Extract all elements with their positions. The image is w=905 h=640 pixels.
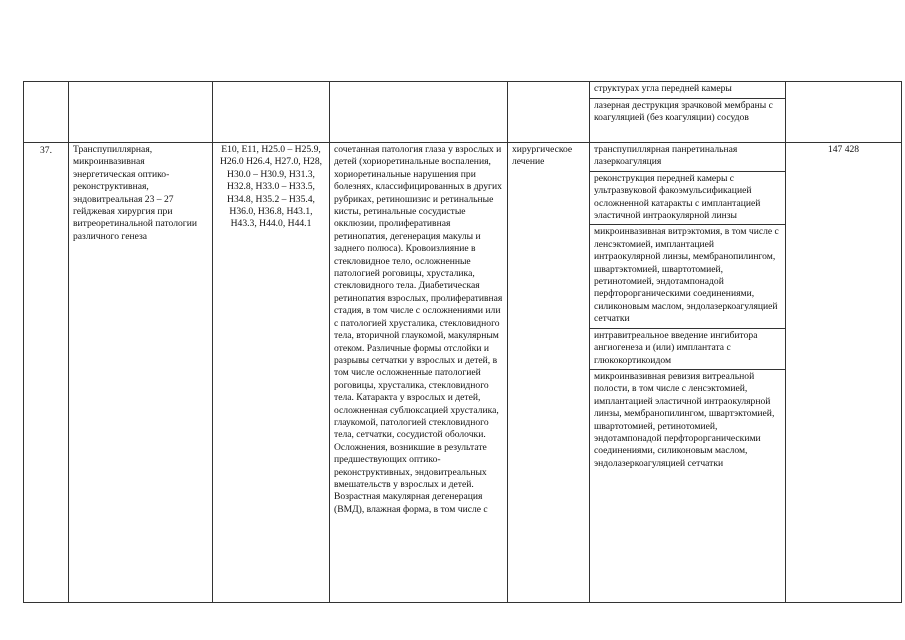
method-item: микроинвазивная ревизия витреальной полости, в том числе с ленсэктомией, имплантацией эластичной интраокулярной линзы, мембранопилингом, швартэктомией, швартотомией, ретинотомией, эндотампонадой перфторорганическими соединениями, силиконовым маслом, эндолазеркоагуляцией сетчатки (594, 370, 775, 469)
prev-methods-cell (590, 82, 786, 143)
method-item: транспупиллярная панретинальная лазеркоагуляция (590, 143, 785, 172)
patient-model: сочетанная патология глаза у взрослых и детей (хориоретинальные воспаления, хориоретинальные нарушения при болезнях, классифицированных в других рубриках, ретиношизис и ретинальные кисты, ретинальные сосудистые окклюзии, пролиферативная ретинопатия, дегенерация макулы и заднего полюса). Кровоизлияние в стекловидное тело, осложненные патологией роговицы, хрусталика, стекловидного тела. Диабетическая ретинопатия взрослых, пролиферативная стадия, в том числе с осложнениями или с патологией хрусталика, стекловидного тела, вторичной глаукомой, макулярным отеком. Различные формы отслойки и разрывы сетчатки у взрослых и детей, в том числе осложненные патологией роговицы, хрусталика, стекловидного тела. Катаракта у взрослых и детей, осложненная сублюксацией хрусталика, глаукомой, патологией стекловидного тела, сетчатки, сосудистой оболочки. Осложнения, возникшие в результате предшествующих оптико-реконструктивных, эндовитреальных вмешательств у взрослых и детей. Возрастная макулярная дегенерация (ВМД), влажная форма, в том числе с (330, 143, 508, 603)
method-item: структурах угла передней камеры (590, 82, 785, 99)
price-value: 147 428 (786, 143, 902, 603)
prev-codes-cell (213, 82, 330, 143)
row-number: 37. (24, 143, 69, 603)
method-item: интравитреальное введение ингибитора ангиогенеза и (или) имплантата с глюкокортикоидом (590, 329, 785, 370)
prev-num-cell (24, 82, 69, 143)
service-name: Транспупиллярная, микроинвазивная энергетическая оптико-реконструктивная, эндовитреальная 23 – 27 гейджевая хирургия при витреоретинальной патологии различного генеза (69, 143, 213, 603)
prev-name-cell (69, 82, 213, 143)
method-item: микроинвазивная витрэктомия, в том числе с ленсэктомией, имплантацией интраокулярной линзы, мембранопилингом, швартэктомией, швартотомией, ретинотомией, эндотампонадой перфторорганическими соединениями, силиконовым маслом, эндолазеркоагуляцией сетчатки (590, 225, 785, 328)
medical-services-table (23, 81, 902, 603)
method-item: лазерная деструкция зрачковой мембраны с коагуляцией (без коагуляции) сосудов (594, 100, 773, 124)
prev-treatment-cell (508, 82, 590, 143)
table-row-37 (24, 143, 902, 603)
methods-cell (590, 143, 786, 603)
prev-model-cell (330, 82, 508, 143)
method-item: реконструкция передней камеры с ультразвуковой факоэмульсификацией осложненной катаракты с имплантацией эластичной интраокулярной линзы (590, 172, 785, 226)
treatment-type: хирургическое лечение (508, 143, 590, 603)
prev-price-cell (786, 82, 902, 143)
table-row-previous (24, 82, 902, 143)
icd-codes: E10, E11, H25.0 – H25.9, H26.0 H26.4, H27.0, H28, H30.0 – H30.9, H31.3, H32.8, H33.0 – H33.5, H34.8, H35.2 – H35.4, H36.0, H36.8, H43.1, H43.3, H44.0, H44.1 (213, 143, 330, 603)
